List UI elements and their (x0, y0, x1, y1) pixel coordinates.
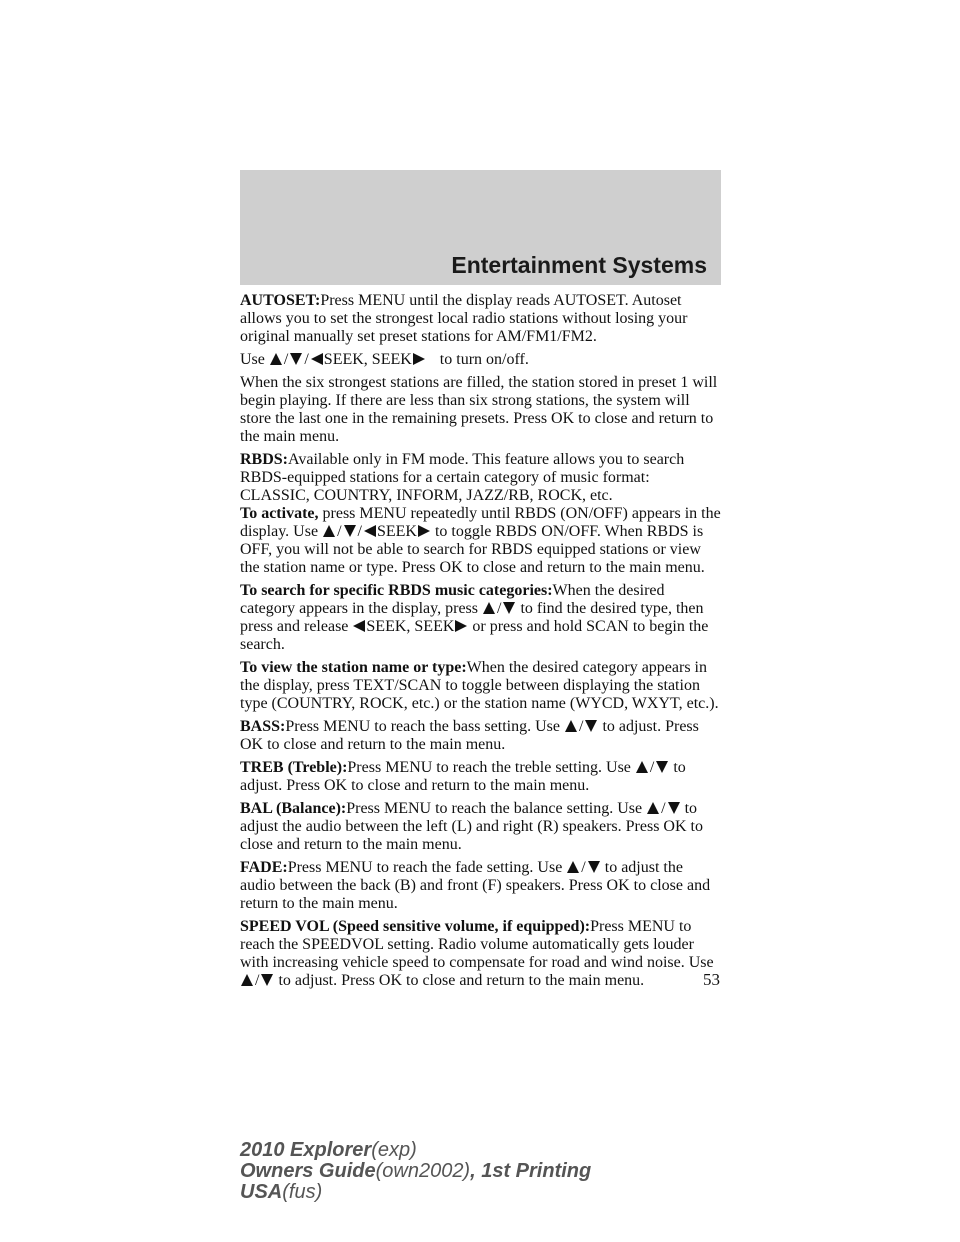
triangle-up-icon (322, 524, 336, 538)
view-station-paragraph: To view the station name or type:When the desired category appears in the display, press TEXT/SCAN to toggle between displaying the station type (COUNTRY, ROCK, etc.) or the station name (WYCD, WXYT, etc.). (240, 659, 719, 712)
triangle-right-icon (417, 524, 431, 538)
triangle-up-icon (646, 801, 660, 815)
balance-label: BAL (Balance): (240, 800, 347, 817)
triangle-up-icon (482, 601, 496, 615)
footer-model: 2010 Explorer (240, 1139, 372, 1161)
speed-volume-paragraph: SPEED VOL (Speed sensitive volume, if equipped):Press MENU to reach the SPEEDVOL setting. Radio volume automatically gets louder with increasing vehicle speed to compensate for road and wind noise. Use / to adjust. Press OK to close and return to the main menu. (240, 918, 714, 989)
page-number: 53 (703, 970, 720, 989)
triangle-left-icon (352, 619, 366, 633)
fade-label: FADE: (240, 859, 288, 876)
triangle-left-icon (363, 524, 377, 538)
treble-paragraph: TREB (Treble):Press MENU to reach the treble setting. Use / to adjust. Press OK to close and return to the main menu. (240, 759, 686, 794)
triangle-up-icon (635, 760, 649, 774)
rbds-activate-label: To activate, (240, 505, 319, 522)
autoset-label: AUTOSET: (240, 292, 321, 309)
section-header-box (240, 170, 721, 285)
speed-volume-label: SPEED VOL (Speed sensitive volume, if equipped): (240, 918, 591, 935)
triangle-down-icon (289, 352, 303, 366)
triangle-up-icon (240, 973, 254, 987)
rbds-activate-paragraph: To activate, press MENU repeatedly until RBDS (ON/OFF) appears in the display. Use / / SEEK to toggle RBDS ON/OFF. When RBDS is OFF, you will not be able to search for RBDS equipped stations or view the station name or type. Press OK to close and return to the main menu. (240, 505, 721, 576)
footer-region-code: (fus) (282, 1181, 323, 1203)
search-categories-label: To search for specific RBDS music categories: (240, 582, 553, 599)
page-content (240, 292, 722, 995)
triangle-down-icon (587, 860, 601, 874)
triangle-left-icon (310, 352, 324, 366)
autoset-text: Press MENU until the display reads AUTOSET. Autoset allows you to set the strongest local radio stations without losing your original manually set preset stations for AM/FM1/FM2. (240, 292, 688, 345)
triangle-up-icon (269, 352, 283, 366)
rbds-paragraph: RBDS:Available only in FM mode. This feature allows you to search RBDS-equipped stations for a certain category of music format: CLASSIC, COUNTRY, INFORM, JAZZ/RB, ROCK, etc. (240, 451, 685, 504)
footer-printing: , 1st Printing (470, 1160, 592, 1182)
triangle-down-icon (584, 719, 598, 733)
triangle-down-icon (502, 601, 516, 615)
bass-label: BASS: (240, 718, 286, 735)
footer (240, 1140, 591, 1203)
footer-guide-code: (own2002) (375, 1160, 471, 1182)
triangle-down-icon (260, 973, 274, 987)
triangle-up-icon (564, 719, 578, 733)
search-categories-paragraph: To search for specific RBDS music categories:When the desired category appears in the display, press / to find the desired type, then press and release SEEK, SEEK or press and hold SCAN to begin the search. (240, 582, 709, 653)
footer-region: USA (240, 1181, 283, 1203)
triangle-down-icon (667, 801, 681, 815)
view-station-label: To view the station name or type: (240, 659, 467, 676)
triangle-down-icon (655, 760, 669, 774)
bass-paragraph: BASS:Press MENU to reach the bass setting. Use / to adjust. Press OK to close and return to the main menu. (240, 718, 699, 753)
balance-paragraph: BAL (Balance):Press MENU to reach the balance setting. Use / to adjust the audio between the left (L) and right (R) speakers. Press OK to close and return to the main menu. (240, 800, 703, 853)
footer-guide: Owners Guide (240, 1160, 376, 1182)
fade-paragraph: FADE:Press MENU to reach the fade setting. Use / to adjust the audio between the back (B) and front (F) speakers. Press OK to close and return to the main menu. (240, 859, 711, 912)
footer-model-code: (exp) (371, 1139, 417, 1161)
rbds-label: RBDS: (240, 451, 289, 468)
section-title: Entertainment Systems (451, 252, 707, 278)
autoset-paragraph-2: When the six strongest stations are filled, the station stored in preset 1 will begin playing. If there are less than six strong stations, the system will store the last one in the remaining presets. Press OK to close and return to the main menu. (240, 374, 718, 445)
triangle-right-icon (412, 352, 426, 366)
autoset-paragraph (240, 292, 722, 346)
autoset-use-line: Use / / SEEK, SEEK to turn on/off. (240, 351, 529, 368)
triangle-up-icon (566, 860, 580, 874)
triangle-down-icon (343, 524, 357, 538)
treble-label: TREB (Treble): (240, 759, 348, 776)
triangle-right-icon (454, 619, 468, 633)
